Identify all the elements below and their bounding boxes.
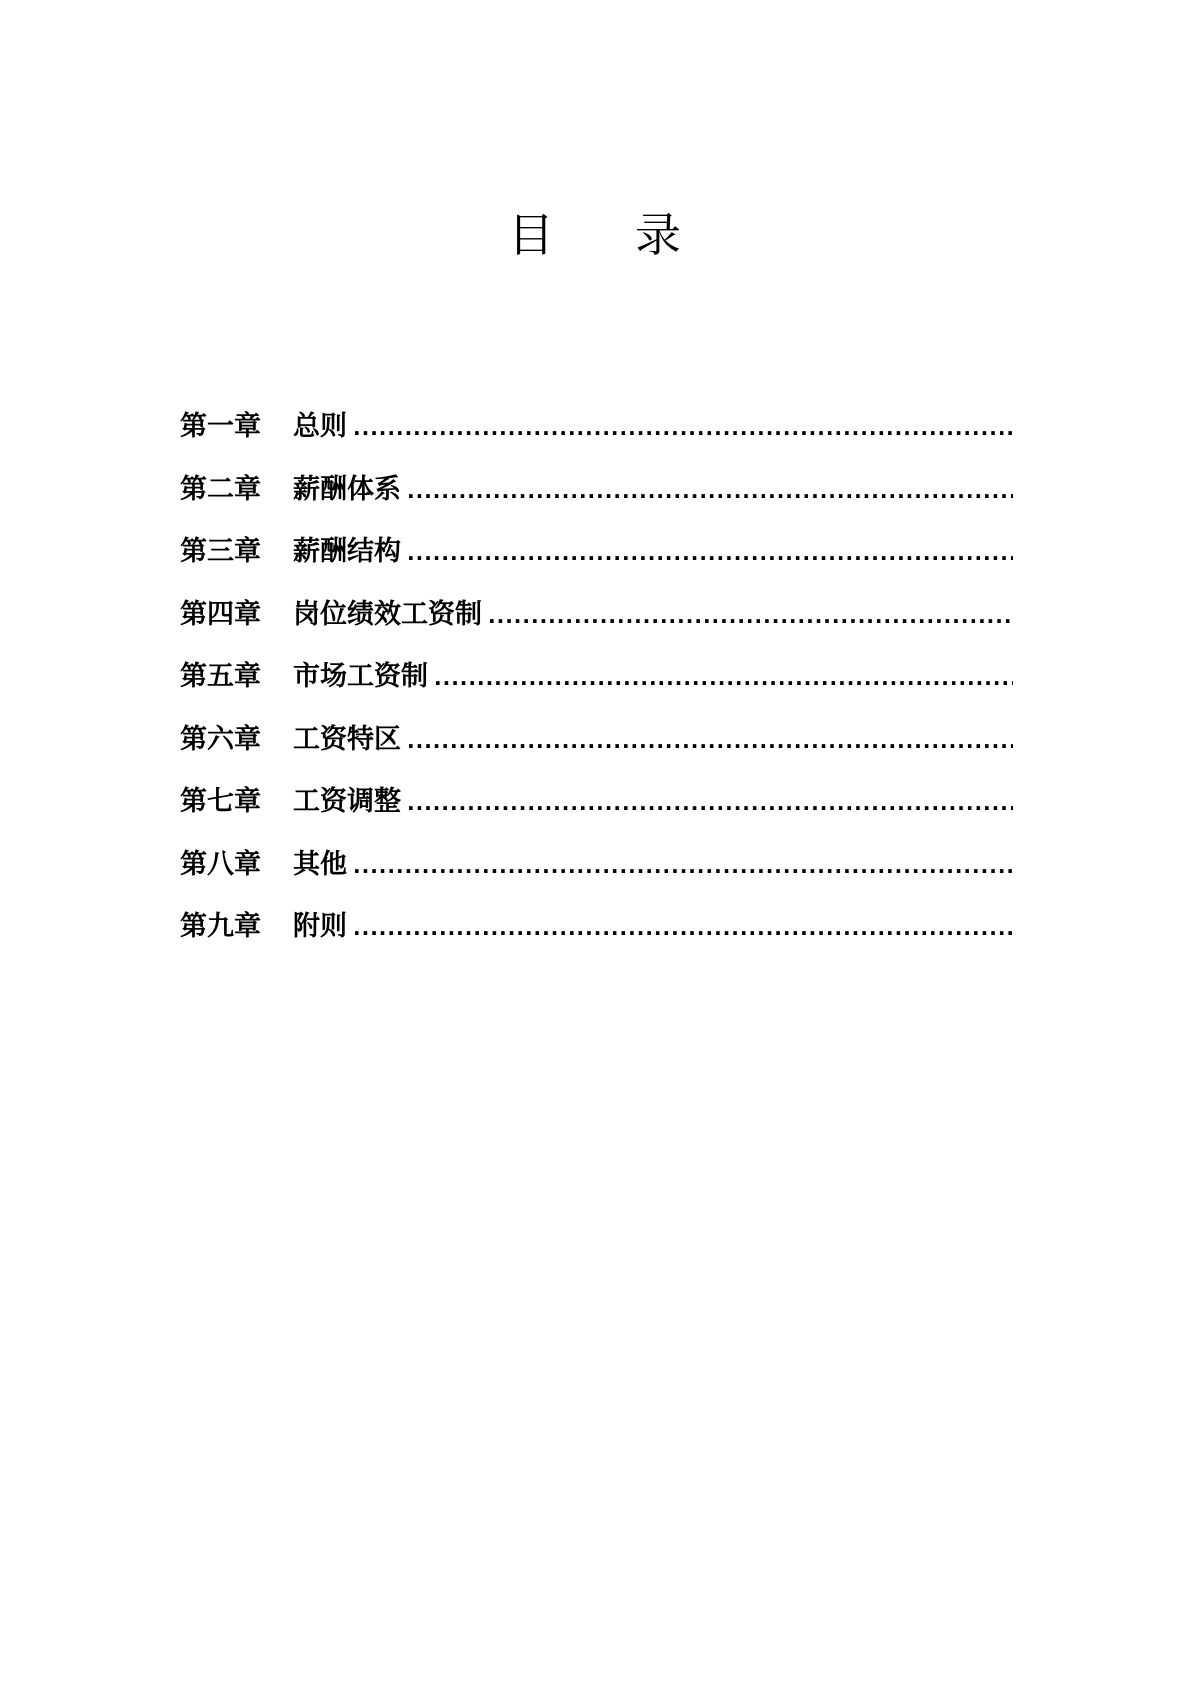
toc-entry-4[interactable]	[180, 592, 1013, 655]
toc-chapter-title: 薪酬结构	[293, 536, 401, 567]
toc-dot-leader	[434, 666, 1013, 690]
toc-dot-leader	[407, 791, 1013, 815]
toc-dot-leader	[488, 604, 1013, 628]
toc-entry-6[interactable]	[180, 717, 1013, 780]
toc-dot-leader	[407, 729, 1013, 753]
toc-chapter-number: 第九章	[180, 911, 261, 942]
toc-chapter-number: 第七章	[180, 786, 261, 817]
toc-dot-leader	[407, 541, 1013, 565]
toc-chapter-number: 第一章	[180, 411, 261, 442]
toc-entry-9[interactable]	[180, 904, 1013, 967]
toc-chapter-number: 第三章	[180, 536, 261, 567]
toc-chapter-title: 工资特区	[293, 723, 401, 755]
toc-chapter-title: 工资调整	[293, 786, 401, 817]
toc-chapter-number: 第八章	[180, 848, 261, 880]
toc-dot-leader	[353, 916, 1013, 940]
page-title-char-1: 目	[508, 208, 555, 262]
toc-dot-leader	[353, 854, 1013, 878]
table-of-contents	[180, 404, 1013, 967]
page-title-char-2: 录	[635, 208, 682, 262]
toc-chapter-title: 其他	[293, 848, 347, 880]
toc-entry-3[interactable]	[180, 529, 1013, 592]
toc-chapter-title: 岗位绩效工资制	[293, 598, 482, 630]
toc-entry-1[interactable]	[180, 404, 1013, 467]
toc-chapter-number: 第六章	[180, 723, 261, 755]
toc-chapter-title: 总则	[293, 411, 347, 442]
toc-dot-leader	[353, 416, 1013, 440]
toc-chapter-title: 薪酬体系	[293, 473, 401, 505]
toc-chapter-number: 第四章	[180, 598, 261, 630]
toc-chapter-number: 第二章	[180, 473, 261, 505]
toc-entry-5[interactable]	[180, 654, 1013, 717]
toc-chapter-number: 第五章	[180, 661, 261, 692]
toc-entry-2[interactable]	[180, 467, 1013, 530]
toc-entry-7[interactable]	[180, 779, 1013, 842]
toc-entry-8[interactable]	[180, 842, 1013, 905]
toc-chapter-title: 市场工资制	[293, 661, 428, 692]
toc-dot-leader	[407, 479, 1013, 503]
page-title	[0, 205, 1190, 265]
toc-chapter-title: 附则	[293, 911, 347, 942]
